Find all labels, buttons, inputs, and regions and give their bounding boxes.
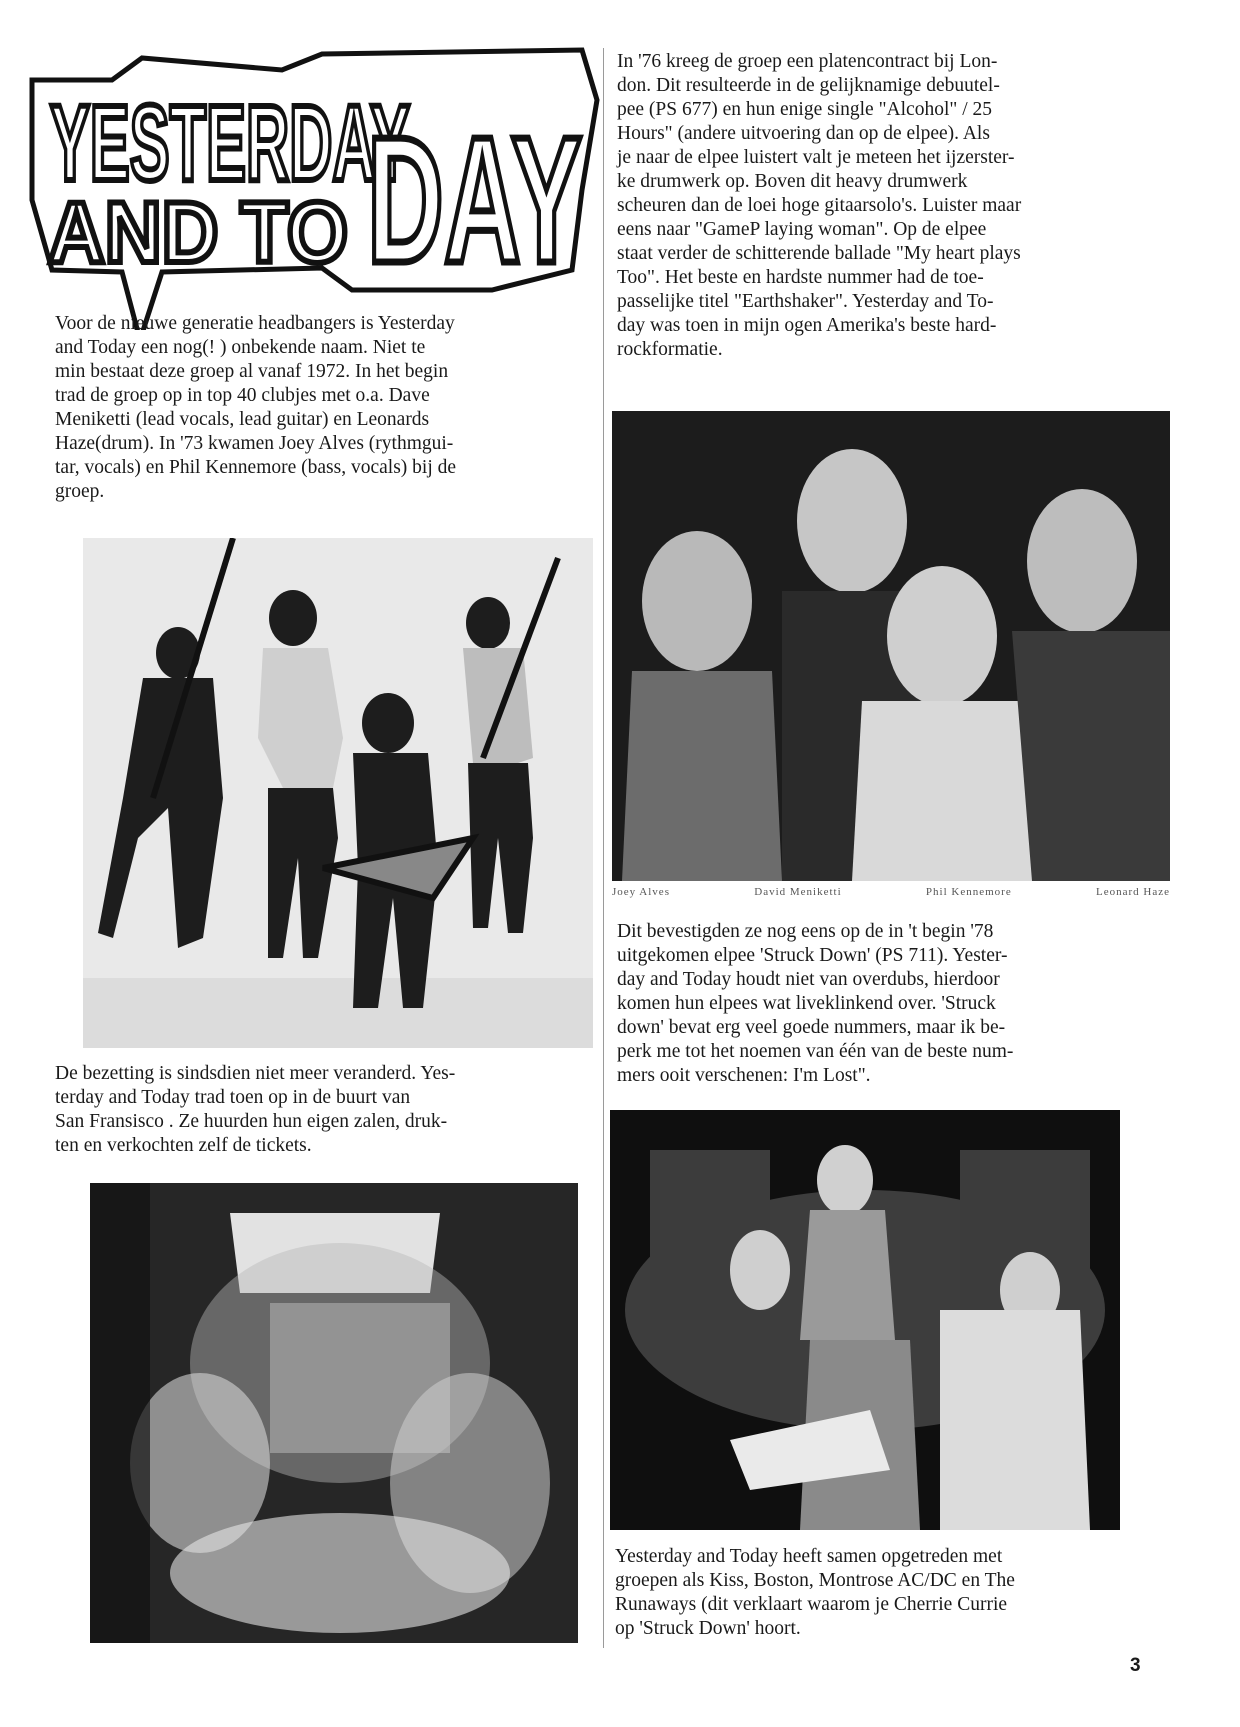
struck-down-cover-photo xyxy=(90,1183,578,1643)
logo-line3: DAY xyxy=(367,100,582,301)
struck-down-paragraph: Dit bevestigden ze nog eens op de in 't begin '78 uitgekomen elpee 'Struck Down' (PS 711). Yester- day and Today houdt niet van overdubs, hierdoor komen hun elpees wat liveklinkend over. 'Struck down' bevat erg veel goede nummers, maar ik be- perk me tot het noemen van één van de beste num- mers ooit verschenen: I'm Lost". xyxy=(617,921,1014,1086)
logo-line1: YESTERDAY xyxy=(50,82,410,203)
caption-leonard-haze: Leonard Haze xyxy=(1095,886,1170,898)
band-portrait-photo xyxy=(612,411,1170,881)
band-action-photo xyxy=(83,538,593,1048)
column-divider xyxy=(603,48,604,1648)
caption-david-meniketti: David Meniketti xyxy=(754,886,842,898)
caption-joey-alves: Joey Alves xyxy=(612,886,670,898)
caption-phil-kennemore: Phil Kennemore xyxy=(925,886,1012,898)
intro-paragraph: Voor de nieuwe generatie headbangers is Yesterday and Today een nog(! ) onbekende naam. Niet te min bestaat deze groep al vanaf 1972. In het begin trad de groep op in top 40 clubjes met o.a. Dave Meniketti (lead vocals, lead guitar) en Leonards Haze(drum). In '73 kwamen Joey Alves (rythmgui- tar, vocals) en Phil Kennemore (bass, vocals) bij de groep. xyxy=(55,313,457,502)
live-concert-photo xyxy=(610,1110,1120,1530)
portrait-caption-strip xyxy=(612,886,1170,902)
contract-paragraph: In '76 kreeg de groep een platencontract bij Lon- don. Dit resulteerde in de gelijknamige debuutel- pee (PS 677) en hun enige single "Alcohol" / 25 Hours" (andere uitvoering dan op de elpee). Als je naar de elpee luistert valt je meteen het ijzerster- ke drumwerk op. Boven dit heavy drumwerk scheuren dan de loei hoge gitaarsolo's. Luister maar eens naar "GameP laying woman". Op de elpee staat verder de schitterende ballade "My heart plays Too". Het beste en hardste nummer had de toe- passelijke titel "Earthshaker". Yesterday and To- day was toen in mijn ogen Amerika's beste hard- rockformatie. xyxy=(617,51,1022,360)
band-logo xyxy=(22,40,602,330)
samen-paragraph: Yesterday and Today heeft samen opgetreden met groepen als Kiss, Boston, Montrose AC/DC en The Runaways (dit verklaart waarom je Cherrie Currie op 'Struck Down' hoort. xyxy=(615,1546,1015,1639)
logo-line2: AND TO xyxy=(48,185,348,281)
page-number: 3 xyxy=(1130,1655,1141,1676)
bezetting-paragraph: De bezetting is sindsdien niet meer veranderd. Yes- terday and Today trad toen op in de buurt van San Fransisco . Ze huurden hun eigen zalen, druk- ten en verkochten zelf de tickets. xyxy=(55,1063,456,1156)
